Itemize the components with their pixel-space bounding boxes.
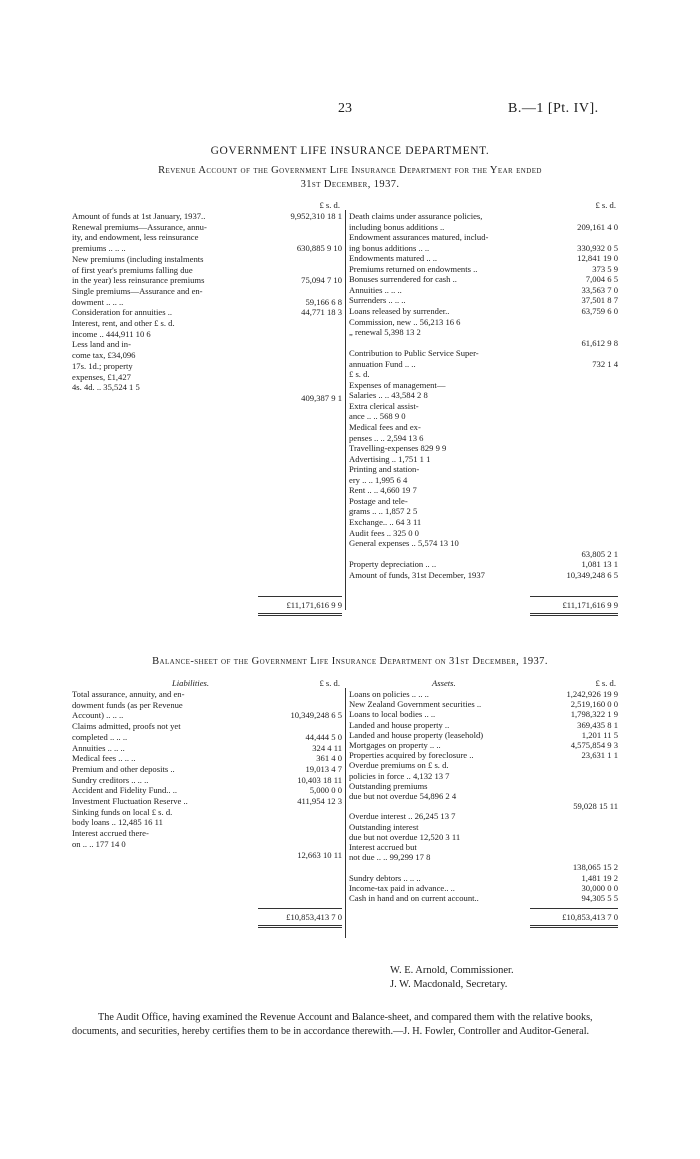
balance-right-line: Loans to local bodies .. .. xyxy=(349,709,436,720)
revenue-right-line: Rent .. .. 4,660 19 7 xyxy=(349,485,417,496)
revenue-right-line: £ s. d. xyxy=(349,369,370,380)
revenue-left-line: Less land and in- xyxy=(72,339,131,350)
balance-left-amount: 10,403 18 11 xyxy=(297,774,342,785)
balance-left-amount: 361 4 0 xyxy=(316,753,342,764)
liabilities-header: Liabilities. xyxy=(172,678,210,688)
revenue-right-line: including bonus additions .. xyxy=(349,221,445,232)
revenue-right-line: Postage and tele- xyxy=(349,495,408,506)
revenue-left-double-rule xyxy=(258,613,342,614)
revenue-right-double-rule xyxy=(530,613,618,614)
revenue-right-line: Extra clerical assist- xyxy=(349,400,419,411)
revenue-right-line: General expenses .. 5,574 13 10 xyxy=(349,538,459,549)
balance-left-amount: 324 4 11 xyxy=(312,742,342,753)
balance-left-double-rule xyxy=(258,925,342,926)
revenue-left-amount: 9,952,310 18 1 xyxy=(290,211,342,221)
revenue-right-line: ance .. .. 568 9 0 xyxy=(349,411,406,422)
revenue-right-line: ery .. .. 1,995 6 4 xyxy=(349,474,408,485)
balance-right-amount: 2,519,160 0 0 xyxy=(570,699,618,710)
balance-left-line: body loans .. 12,485 16 11 xyxy=(72,817,163,828)
balance-left-amount: 19,013 4 7 xyxy=(305,763,342,774)
balance-right-line: Cash in hand and on current account.. xyxy=(349,893,479,903)
balance-left-line: dowment funds (as per Revenue xyxy=(72,699,183,710)
revenue-right-line: Surrenders .. .. .. xyxy=(349,295,406,306)
balance-heading: Balance-sheet of the Government Life Insurance Department on 31st December, 1937. xyxy=(152,656,548,667)
revenue-left-amount: 59,166 6 8 xyxy=(305,296,342,307)
revenue-right-line: Salaries .. .. 43,584 2 8 xyxy=(349,390,428,401)
revenue-right-amount: 12,841 19 0 xyxy=(577,253,618,264)
revenue-right-line: Loans released by surrender.. xyxy=(349,305,450,316)
revenue-right-line: annuation Fund .. .. xyxy=(349,358,416,369)
revenue-right-amount: 373 5 9 xyxy=(592,263,618,274)
revenue-right-line: Endowments matured .. .. xyxy=(349,253,438,264)
revenue-right-amount: 209,161 4 0 xyxy=(577,221,618,232)
revenue-right-line: Contribution to Public Service Super- xyxy=(349,348,479,359)
revenue-left-line: come tax, £34,096 xyxy=(72,350,136,361)
revenue-right-line: grams .. .. 1,857 2 5 xyxy=(349,506,418,517)
revenue-right-line: ing bonus additions .. .. xyxy=(349,242,430,253)
revenue-right-line: Travelling-expenses 829 9 9 xyxy=(349,443,447,454)
revenue-right-line: Amount of funds, 31st December, 1937 xyxy=(349,569,485,580)
balance-right-amount: 369,435 8 1 xyxy=(577,719,618,730)
revenue-right-line: Death claims under assurance policies, xyxy=(349,211,483,221)
revenue-left-currency-header: £ s. d. xyxy=(319,200,340,210)
revenue-right-amount: 33,563 7 0 xyxy=(581,284,618,295)
balance-right-amount: 138,065 15 2 xyxy=(572,862,618,873)
revenue-right-amount: 61,612 9 8 xyxy=(581,337,618,348)
revenue-right-line: Audit fees .. 325 0 0 xyxy=(349,527,419,538)
revenue-right-line: penses .. .. 2,594 13 6 xyxy=(349,432,424,443)
revenue-left-line: New premiums (including instalments xyxy=(72,253,204,264)
revenue-right-line: Bonuses surrendered for cash .. xyxy=(349,274,457,285)
revenue-left-line: of first year's premiums falling due xyxy=(72,264,193,275)
balance-left-amount: 12,663 10 11 xyxy=(297,849,342,860)
revenue-right-line: Commission, new .. 56,213 16 6 xyxy=(349,316,461,327)
document-reference: B.—1 [Pt. IV]. xyxy=(508,101,599,116)
balance-left-line: Claims admitted, proofs not yet xyxy=(72,721,181,732)
revenue-right-line: Annuities .. .. .. xyxy=(349,284,402,295)
balance-right-amount: 1,481 19 2 xyxy=(581,872,618,883)
page-title: GOVERNMENT LIFE INSURANCE DEPARTMENT. xyxy=(210,145,490,157)
revenue-right-line: Endowment assurances matured, includ- xyxy=(349,232,489,243)
revenue-left-total-rule xyxy=(258,596,342,597)
balance-left-line: completed .. .. .. xyxy=(72,731,128,742)
revenue-right-line: Premiums returned on endowments .. xyxy=(349,263,478,274)
balance-right-total-rule xyxy=(530,908,618,909)
balance-left-line: Total assurance, annuity, and en- xyxy=(72,689,185,699)
revenue-right-line: Property depreciation .. .. xyxy=(349,559,437,570)
balance-left-line: Premium and other deposits .. xyxy=(72,763,175,774)
balance-right-line: Income-tax paid in advance.. .. xyxy=(349,882,455,893)
balance-left-amount: 44,444 5 0 xyxy=(305,731,342,742)
revenue-right-line: Printing and station- xyxy=(349,464,420,475)
balance-right-line: Outstanding interest xyxy=(349,821,419,832)
revenue-left-line: ity, and endowment, less reinsurance xyxy=(72,232,199,243)
balance-right-amount: 1,798,322 1 9 xyxy=(570,709,618,720)
revenue-left-line: Interest, rent, and other £ s. d. xyxy=(72,318,175,328)
page-number: 23 xyxy=(338,101,352,116)
balance-right-line: Properties acquired by foreclosure .. xyxy=(349,750,474,761)
balance-right-line: not due .. .. 99,299 17 8 xyxy=(349,852,431,863)
revenue-left-line: Single premiums—Assurance and en- xyxy=(72,285,203,296)
revenue-left-amount: 409,387 9 1 xyxy=(301,392,342,403)
revenue-left-total: £11,171,616 9 9 xyxy=(286,600,342,610)
revenue-right-amount: 37,501 8 7 xyxy=(581,295,618,306)
balance-left-line: Account) .. .. .. xyxy=(72,710,124,721)
balance-right-amount: 1,201 11 5 xyxy=(581,729,618,740)
balance-left-line: Accident and Fidelity Fund.. .. xyxy=(72,785,178,796)
balance-right-amount: 1,242,926 19 9 xyxy=(566,689,618,699)
balance-left-line: on .. .. 177 14 0 xyxy=(72,838,126,849)
revenue-left-line: Consideration for annuities .. xyxy=(72,307,173,318)
revenue-right-line: Medical fees and ex- xyxy=(349,422,421,432)
balance-left-line: Sundry creditors .. .. .. xyxy=(72,774,149,785)
revenue-right-line: Advertising .. 1,751 1 1 xyxy=(349,453,431,464)
balance-right-line: Loans on policies .. .. .. xyxy=(349,689,429,699)
revenue-left-line: dowment .. .. .. xyxy=(72,296,124,307)
revenue-right-line: „ renewal 5,398 13 2 xyxy=(349,327,421,338)
balance-right-amount: 30,000 0 0 xyxy=(581,882,618,893)
revenue-right-amount: 330,932 0 5 xyxy=(577,242,618,253)
revenue-left-line: 17s. 1d.; property xyxy=(72,360,133,371)
revenue-left-amount: 630,885 9 10 xyxy=(296,243,342,254)
balance-right-line: New Zealand Government securities .. xyxy=(349,699,482,710)
balance-left-amount: 5,000 0 0 xyxy=(309,785,342,796)
balance-left-line: Medical fees .. .. .. xyxy=(72,753,136,764)
revenue-right-total: £11,171,616 9 9 xyxy=(562,600,618,610)
balance-right-amount: 59,028 15 11 xyxy=(573,801,618,812)
audit-certification: The Audit Office, having examined the Revenue Account and Balance-sheet, and compared them with the relative books, documents, and securities, hereby certifies them to be in accordance therewith.—J. H. Fowler, Controller and Auditor-General. xyxy=(72,1012,593,1037)
revenue-left-line: income .. 444,911 10 6 xyxy=(72,328,151,339)
balance-right-line: due but not overdue 12,520 3 11 xyxy=(349,831,461,842)
revenue-right-amount: 63,805 2 1 xyxy=(581,548,618,559)
balance-right-line: Interest accrued but xyxy=(349,842,417,852)
assets-header: Assets. xyxy=(432,678,456,688)
balance-right-line: Overdue interest .. 26,245 13 7 xyxy=(349,811,456,822)
revenue-heading-line2: 31st December, 1937. xyxy=(300,179,400,190)
revenue-left-line: premiums .. .. .. xyxy=(72,243,126,254)
balance-right-line: Mortgages on property .. .. xyxy=(349,740,441,750)
balance-left-line: Sinking funds on local £ s. d. xyxy=(72,806,173,817)
revenue-right-amount: 732 1 4 xyxy=(592,358,618,369)
revenue-right-total-rule xyxy=(530,596,618,597)
revenue-right-line: Exchange.. .. 64 3 11 xyxy=(349,516,422,527)
balance-column-divider xyxy=(345,688,346,938)
balance-right-double-rule xyxy=(530,925,618,926)
revenue-left-amount: 75,094 7 10 xyxy=(301,275,342,286)
balance-left-amount: 10,349,248 6 5 xyxy=(290,710,342,721)
balance-right-line: Landed and house property (leasehold) xyxy=(349,729,484,740)
signature-commissioner: W. E. Arnold, Commissioner. xyxy=(390,965,514,976)
balance-right-line: Landed and house property .. xyxy=(349,719,450,730)
balance-left-amount: 411,954 12 3 xyxy=(297,796,342,806)
balance-right-line: Sundry debtors .. .. .. xyxy=(349,872,421,883)
balance-right-amount: 4,575,854 9 3 xyxy=(570,740,618,750)
revenue-left-line: in the year) less reinsurance premiums xyxy=(72,275,205,286)
balance-left-line: Annuities .. .. .. xyxy=(72,742,125,753)
revenue-right-amount: 63,759 6 0 xyxy=(581,305,618,316)
revenue-left-line: Amount of funds at 1st January, 1937.. xyxy=(72,211,206,221)
revenue-right-amount: 10,349,248 6 5 xyxy=(566,569,618,580)
revenue-left-line: Renewal premiums—Assurance, annu- xyxy=(72,221,207,232)
balance-right-total: £10,853,413 7 0 xyxy=(562,912,618,922)
revenue-right-line: Expenses of management— xyxy=(349,379,446,390)
balance-right-currency-header: £ s. d. xyxy=(595,678,616,688)
revenue-left-amount: 44,771 18 3 xyxy=(301,307,342,318)
revenue-heading-line1: Revenue Account of the Government Life Insurance Department for the Year ended xyxy=(158,165,542,176)
balance-left-line: Interest accrued there- xyxy=(72,828,149,839)
balance-left-line: Investment Fluctuation Reserve .. xyxy=(72,796,188,806)
balance-right-line: policies in force .. 4,132 13 7 xyxy=(349,770,450,781)
revenue-left-line: 4s. 4d. .. 35,524 1 5 xyxy=(72,382,140,393)
balance-right-amount: 94,305 5 5 xyxy=(581,893,618,903)
balance-right-line: due but not overdue 54,896 2 4 xyxy=(349,791,457,801)
balance-right-amount: 23,631 1 1 xyxy=(581,750,618,761)
signature-secretary: J. W. Macdonald, Secretary. xyxy=(390,979,508,990)
revenue-right-amount: 7,004 6 5 xyxy=(585,274,618,285)
revenue-right-currency-header: £ s. d. xyxy=(595,200,616,210)
balance-right-line: Overdue premiums on £ s. d. xyxy=(349,760,449,771)
balance-left-total: £10,853,413 7 0 xyxy=(286,912,342,922)
revenue-right-amount: 1,081 13 1 xyxy=(581,559,618,570)
balance-right-line: Outstanding premiums xyxy=(349,780,428,791)
revenue-left-line: expenses, £1,427 xyxy=(72,371,131,382)
balance-left-currency-header: £ s. d. xyxy=(319,678,340,688)
balance-left-total-rule xyxy=(258,908,342,909)
revenue-column-divider xyxy=(345,210,346,610)
